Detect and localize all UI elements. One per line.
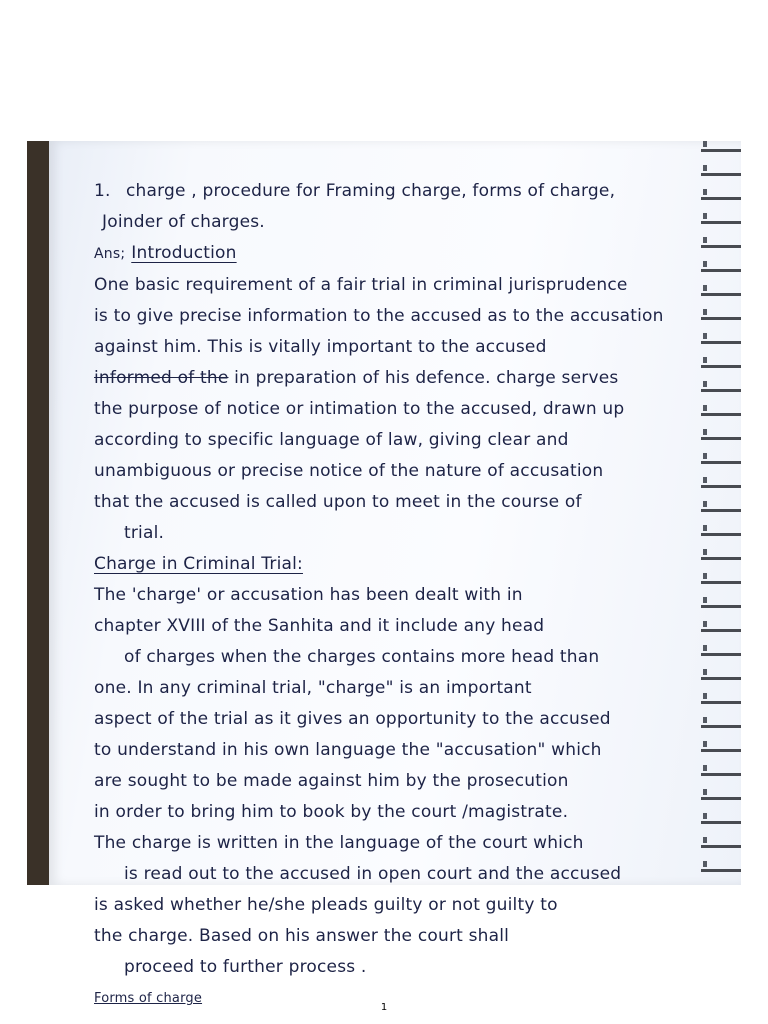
text-line: aspect of the trial as it gives an opportunity to the accused	[94, 709, 611, 729]
notebook-photo	[27, 141, 741, 1006]
intro-heading-line	[94, 238, 714, 270]
text-line: the charge. Based on his answer the court shall	[94, 926, 510, 946]
bleed-through-text	[159, 139, 719, 179]
section-heading: Charge in Criminal Trial:	[94, 554, 303, 574]
text-line: in order to bring him to book by the court /magistrate.	[94, 802, 569, 822]
text-line: One basic requirement of a fair trial in criminal jurisprudence	[94, 275, 628, 295]
question-line-1: 1. charge , procedure for Framing charge, forms of charge,	[94, 176, 714, 207]
text-line: that the accused is called upon to meet in the course of	[94, 492, 582, 512]
section-heading: Introduction	[131, 243, 237, 263]
text-line: proceed to further process .	[124, 957, 367, 977]
text-line: one. In any criminal trial, "charge" is an important	[94, 678, 532, 698]
struck-text: informed of the	[94, 368, 229, 388]
question-number: 1.	[94, 181, 111, 201]
text-line: to understand in his own language the "accusation" which	[94, 740, 602, 760]
question-line-2: Joinder of charges.	[102, 212, 265, 232]
page-number: 1	[380, 1002, 388, 1013]
text-line: are sought to be made against him by the prosecution	[94, 771, 569, 791]
text-line: is asked whether he/she pleads guilty or not guilty to	[94, 895, 558, 915]
text-line: The charge is written in the language of the court which	[94, 833, 584, 853]
text-line: is to give precise information to the accused as to the accusation	[94, 306, 664, 326]
text-line: trial.	[124, 523, 165, 543]
notebook-page	[49, 141, 741, 1006]
text-line: according to specific language of law, giving clear and	[94, 430, 569, 450]
text-line: of charges when the charges contains more head than	[124, 647, 600, 667]
spiral-binding	[701, 141, 741, 885]
text-line: the purpose of notice or intimation to the accused, drawn up	[94, 399, 625, 419]
text-line: is read out to the accused in open court and the accused	[124, 864, 622, 884]
handwritten-answer	[94, 176, 714, 1014]
text-line: chapter XVIII of the Sanhita and it include any head	[94, 616, 545, 636]
text-line-with-strike: informed of the in preparation of his defence. charge serves	[94, 368, 619, 388]
answer-marker: Ans;	[94, 246, 126, 262]
text-line: against him. This is vitally important to the accused	[94, 337, 547, 357]
cutoff-heading: Forms of charge	[94, 991, 203, 1006]
text-line: unambiguous or precise notice of the nature of accusation	[94, 461, 604, 481]
text-line: The 'charge' or accusation has been dealt with in	[94, 585, 523, 605]
